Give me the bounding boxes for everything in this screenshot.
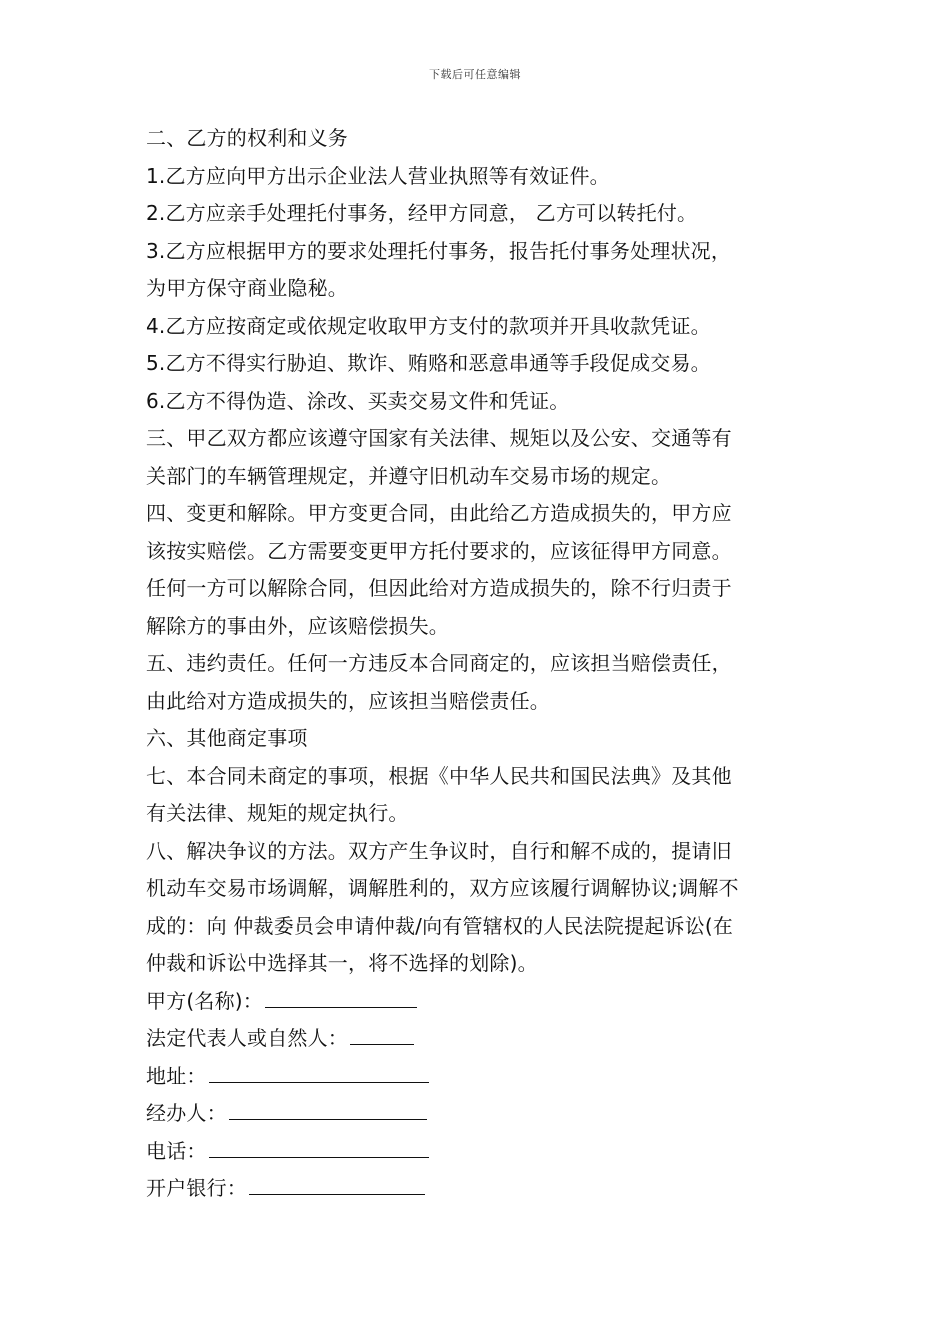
section-two-item-2: 2.乙方应亲手处理托付事务，经甲方同意， 乙方可以转托付。 (146, 201, 698, 225)
contract-body (146, 120, 810, 1208)
section-three-line-2: 关部门的车辆管理规定，并遵守旧机动车交易市场的规定。 (146, 463, 672, 488)
section-two-item-6: 6.乙方不得伪造、涂改、买卖交易文件和凭证。 (146, 388, 570, 413)
section-four-line-1: 四、变更和解除。甲方变更合同，由此给乙方造成损失的，甲方应 (146, 501, 732, 525)
section-eight-line-1: 八、解决争议的方法。双方产生争议时，自行和解不成的，提请旧 (146, 838, 732, 863)
party-a-phone-blank (209, 1137, 429, 1158)
party-a-address-blank (209, 1062, 429, 1083)
party-a-address-label: 地址： (146, 1063, 207, 1088)
party-a-bank-blank (249, 1174, 425, 1195)
party-a-bank-label: 开户银行： (146, 1176, 247, 1200)
section-three-line-1: 三、甲乙双方都应该遵守国家有关法律、规矩以及公安、交通等有 (146, 426, 732, 450)
section-seven-line-1: 七、本合同未商定的事项，根据《中华人民共和国民法典》及其他 (146, 763, 732, 788)
section-two-item-3-line-2: 为甲方保守商业隐秘。 (146, 276, 348, 300)
header-note: 下载后可任意编辑 (429, 68, 521, 81)
section-eight-line-4: 仲裁和诉讼中选择其一，将不选择的划除)。 (146, 951, 538, 975)
party-a-phone-row (146, 1133, 810, 1171)
section-eight-line-2: 机动车交易市场调解，调解胜利的，双方应该履行调解协议;调解不 (146, 876, 739, 900)
section-two-item-5: 5.乙方不得实行胁迫、欺诈、贿赂和恶意串通等手段促成交易。 (146, 351, 711, 375)
party-a-representative-label: 法定代表人或自然人： (146, 1026, 348, 1050)
section-seven-line-2: 有关法律、规矩的规定执行。 (146, 801, 409, 825)
party-a-agent-row (146, 1095, 810, 1133)
party-a-name-row (146, 983, 810, 1021)
party-a-bank-row (146, 1170, 810, 1208)
section-four-line-2: 该按实赔偿。乙方需要变更甲方托付要求的，应该征得甲方同意。 (146, 538, 732, 563)
party-a-phone-label: 电话： (146, 1138, 207, 1163)
party-a-name-blank (265, 987, 417, 1008)
section-six-heading: 六、其他商定事项 (146, 726, 308, 750)
section-eight-line-3: 成的：向 仲裁委员会申请仲裁/向有管辖权的人民法院提起诉讼(在 (146, 913, 734, 938)
section-two-item-3-line-1: 3.乙方应根据甲方的要求处理托付事务，报告托付事务处理状况， (146, 238, 732, 263)
party-a-address-row (146, 1058, 810, 1096)
section-four-line-4: 解除方的事由外，应该赔偿损失。 (146, 613, 449, 638)
party-a-representative-row (146, 1020, 810, 1058)
section-two-heading: 二、乙方的权利和义务 (146, 126, 348, 150)
section-two-item-1: 1.乙方应向甲方出示企业法人营业执照等有效证件。 (146, 163, 610, 188)
section-five-line-1: 五、违约责任。任何一方违反本合同商定的，应该担当赔偿责任， (146, 651, 732, 675)
section-four-line-3: 任何一方可以解除合同，但因此给对方造成损失的，除不行归责于 (146, 576, 732, 600)
party-a-agent-label: 经办人： (146, 1101, 227, 1125)
party-a-representative-blank (350, 1024, 414, 1045)
section-five-line-2: 由此给对方造成损失的，应该担当赔偿责任。 (146, 688, 550, 713)
party-a-agent-blank (229, 1099, 427, 1120)
party-a-name-label: 甲方(名称)： (146, 988, 264, 1013)
section-two-item-4: 4.乙方应按商定或依规定收取甲方支付的款项并开具收款凭证。 (146, 313, 711, 338)
